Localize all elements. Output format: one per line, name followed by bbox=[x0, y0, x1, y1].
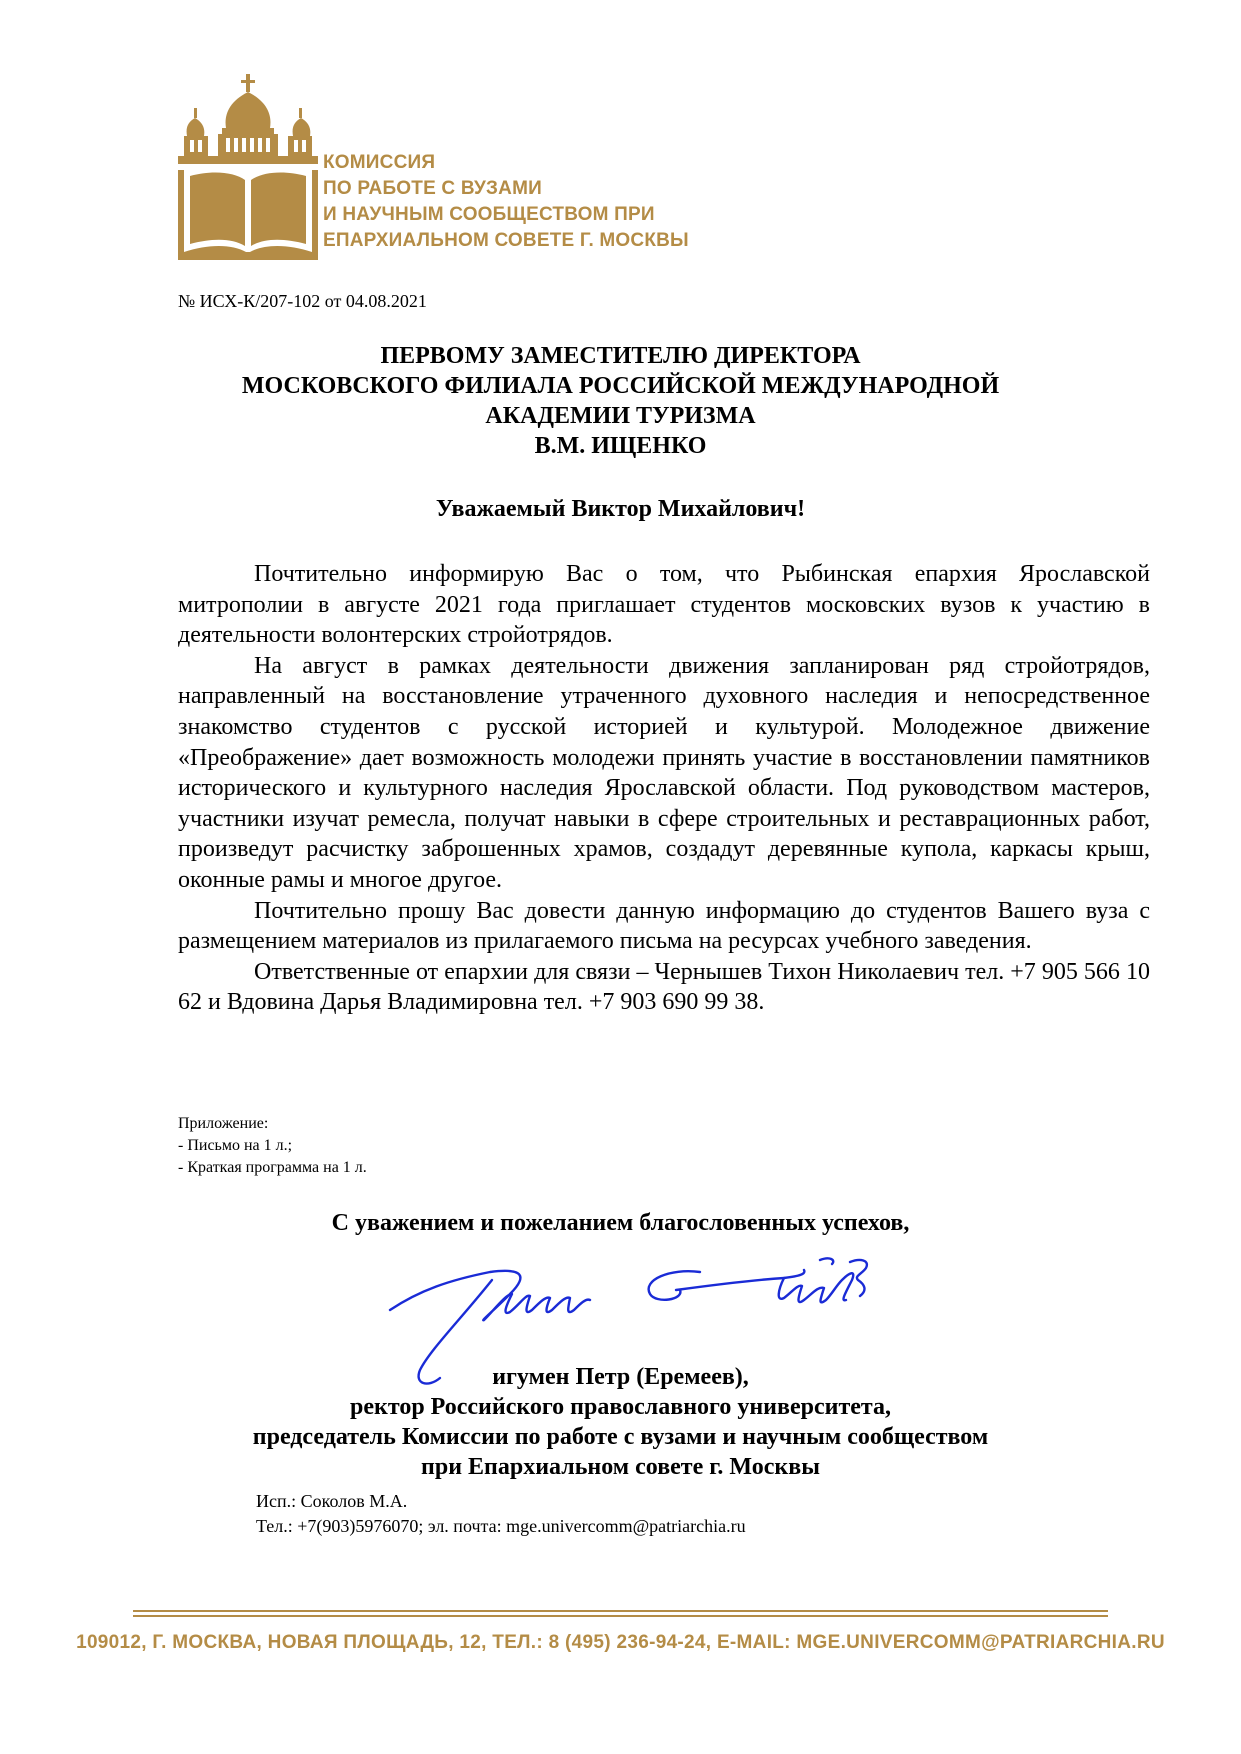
letter-body bbox=[178, 559, 1150, 1018]
outgoing-number: № ИСХ-К/207-102 от 04.08.2021 bbox=[178, 291, 427, 311]
addressee-line: МОСКОВСКОГО ФИЛИАЛА РОССИЙСКОЙ МЕЖДУНАРОДНОЙ bbox=[241, 373, 1000, 399]
org-line: И НАУЧНЫМ СООБЩЕСТВОМ ПРИ bbox=[323, 204, 655, 225]
signer-block bbox=[0, 1362, 1241, 1482]
signer-line: ректор Российского православного университета, bbox=[350, 1394, 891, 1420]
closing-phrase: С уважением и пожеланием благословенных успехов, bbox=[331, 1210, 910, 1236]
addressee-line: ПЕРВОМУ ЗАМЕСТИТЕЛЮ ДИРЕКТОРА bbox=[380, 343, 861, 369]
footer-address: 109012, Г. МОСКВА, НОВАЯ ПЛОЩАДЬ, 12, ТЕЛ.: 8 (495) 236-94-24, E-MAIL: MGE.UNIVERCOMM@PATRIARCHIA.RU bbox=[76, 1632, 1165, 1653]
org-line: КОМИССИЯ bbox=[323, 152, 436, 173]
org-line: ПО РАБОТЕ С ВУЗАМИ bbox=[323, 178, 542, 199]
organization-name bbox=[323, 150, 689, 254]
body-paragraph: Почтительно информирую Вас о том, что Рыбинская епархия Ярославской митрополии в августе 2021 года приглашает студентов московских вузов к участию в деятельности волонтерских стройотрядов. bbox=[178, 561, 1150, 649]
body-paragraph: Ответственные от епархии для связи – Чернышев Тихон Николаевич тел. +7 905 566 10 62 и Вдовина Дарья Владимировна тел. +7 903 690 99 38. bbox=[178, 958, 1150, 1016]
attachments-heading: Приложение: bbox=[178, 1115, 269, 1132]
attachments-list bbox=[178, 1113, 367, 1179]
executor-name: Исп.: Соколов М.А. bbox=[256, 1491, 408, 1511]
greeting: Уважаемый Виктор Михайлович! bbox=[435, 496, 806, 522]
body-paragraph: На август в рамках деятельности движения запланирован ряд стройотрядов, направленный на восстановление утраченного духовного наследия и непосредственное знакомство студентов с русской историей и культурой. Молодежное движение «Преображение» дает возможность молодежи принять участие в восстановлении памятников исторического и культурного наследия Ярославской области. Под руководством мастеров, участники изучат ремесла, получат навыки в сфере строительных и реставрационных работ, произведут расчистку заброшенных храмов, создадут деревянные купола, каркасы крыш, оконные рамы и многое другое. bbox=[178, 652, 1150, 893]
body-paragraph: Почтительно прошу Вас довести данную информацию до студентов Вашего вуза с размещением материалов из прилагаемого письма на ресурсах учебного заведения. bbox=[178, 897, 1150, 955]
addressee-block bbox=[0, 341, 1241, 461]
org-line: ЕПАРХИАЛЬНОМ СОВЕТЕ Г. МОСКВЫ bbox=[323, 230, 689, 251]
attachment-item: - Краткая программа на 1 л. bbox=[178, 1159, 367, 1176]
attachment-item: - Письмо на 1 л.; bbox=[178, 1137, 293, 1154]
addressee-line: В.М. ИЩЕНКО bbox=[534, 433, 707, 459]
signer-line: игумен Петр (Еремеев), bbox=[492, 1364, 749, 1390]
executor-contacts: Тел.: +7(903)5976070; эл. почта: mge.univercomm@patriarchia.ru bbox=[256, 1516, 746, 1536]
cathedral-book-icon bbox=[178, 74, 318, 260]
signer-line: при Епархиальном совете г. Москвы bbox=[421, 1454, 820, 1480]
footer-divider bbox=[133, 1610, 1108, 1618]
signer-line: председатель Комиссии по работе с вузами и научным сообществом bbox=[252, 1424, 989, 1450]
executor-block bbox=[256, 1489, 746, 1539]
addressee-line: АКАДЕМИИ ТУРИЗМА bbox=[485, 403, 756, 429]
